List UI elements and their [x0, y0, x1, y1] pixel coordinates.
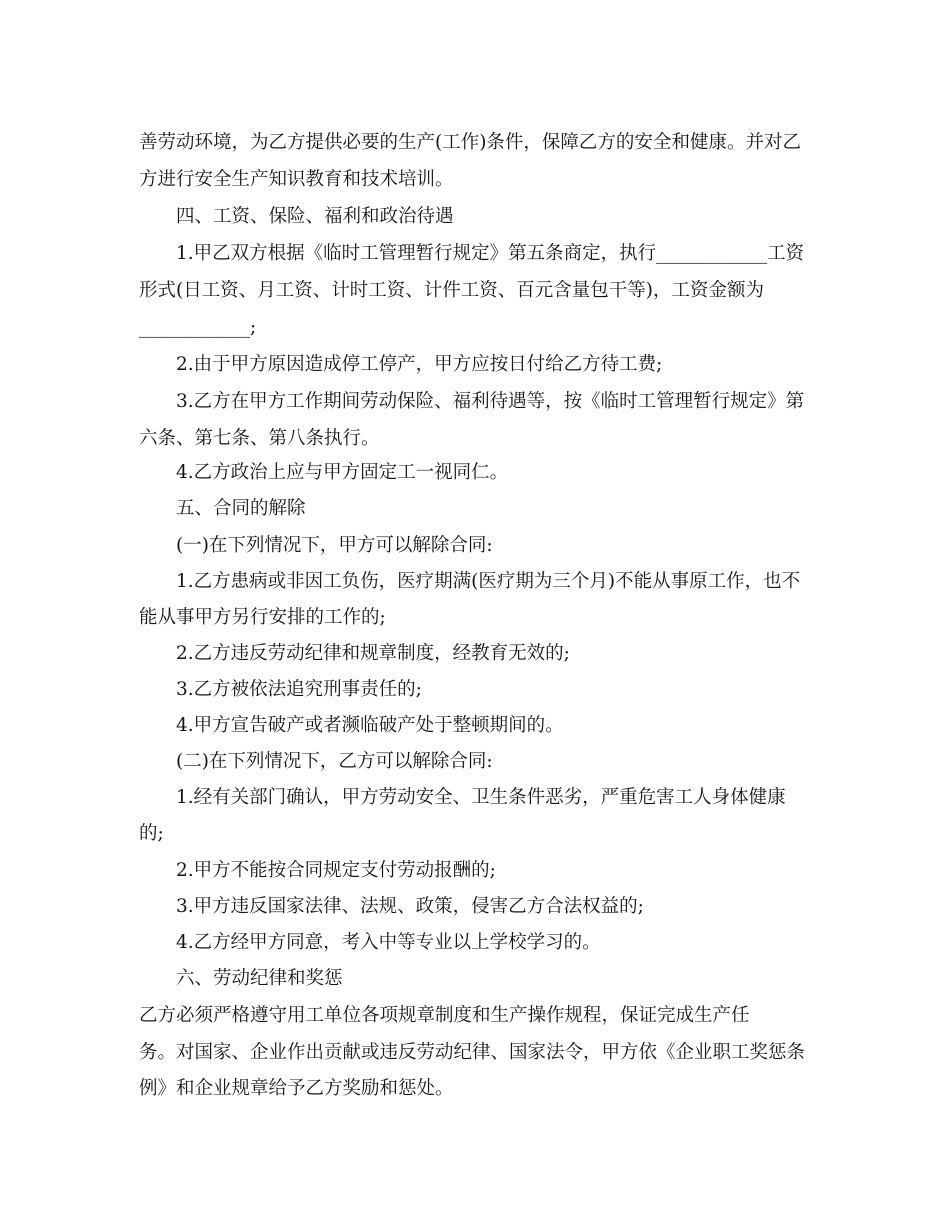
paragraph-line: (一)在下列情况下，甲方可以解除合同:: [176, 535, 493, 556]
paragraph-line: 3.甲方违反国家法律、法规、政策，侵害乙方合法权益的;: [176, 896, 644, 917]
paragraph-line: 1.甲乙双方根据《临时工管理暂行规定》第五条商定，执行____________工资: [176, 243, 805, 264]
paragraph-line: 方进行安全生产知识教育和技术培训。: [139, 169, 454, 190]
paragraph-line: 务。对国家、企业作出贡献或违反劳动纪律、国家法令，甲方依《企业职工奖惩条: [139, 1042, 806, 1063]
paragraph-line: 3.乙方在甲方工作期间劳动保险、福利待遇等，按《临时工管理暂行规定》第: [176, 391, 805, 412]
paragraph-line: ____________;: [139, 317, 257, 338]
paragraph-line: (二)在下列情况下，乙方可以解除合同:: [176, 751, 493, 772]
paragraph-line: 的;: [139, 823, 164, 844]
paragraph-line: 形式(日工资、月工资、计时工资、计件工资、百元含量包干等)，工资金额为: [139, 280, 764, 301]
paragraph-line: 善劳动环境，为乙方提供必要的生产(工作)条件，保障乙方的安全和健康。并对乙: [139, 132, 801, 153]
paragraph-line: 2.乙方违反劳动纪律和规章制度，经教育无效的;: [176, 643, 570, 664]
paragraph-line: 2.甲方不能按合同规定支付劳动报酬的;: [176, 860, 496, 881]
paragraph-line: 4.乙方经甲方同意，考入中等专业以上学校学习的。: [176, 932, 601, 953]
section-heading: 六、劳动纪律和奖惩: [176, 968, 343, 989]
paragraph-line: 例》和企业规章给予乙方奖励和惩处。: [139, 1078, 454, 1099]
paragraph-line: 4.甲方宣告破产或者濒临破产处于整顿期间的。: [176, 715, 564, 736]
section-heading: 五、合同的解除: [176, 498, 306, 519]
paragraph-line: 3.乙方被依法追究刑事责任的;: [176, 679, 422, 700]
paragraph-line: 乙方必须严格遵守用工单位各项规章制度和生产操作规程，保证完成生产任: [139, 1005, 750, 1026]
paragraph-line: 六条、第七条、第八条执行。: [139, 428, 380, 449]
paragraph-line: 2.由于甲方原因造成停工停产，甲方应按日付给乙方待工费;: [176, 354, 663, 375]
paragraph-line: 能从事甲方另行安排的工作的;: [139, 607, 386, 628]
paragraph-line: 1.经有关部门确认，甲方劳动安全、卫生条件恶劣，严重危害工人身体健康: [176, 787, 786, 808]
paragraph-line: 4.乙方政治上应与甲方固定工一视同仁。: [176, 462, 509, 483]
section-heading: 四、工资、保险、福利和政治待遇: [176, 206, 454, 227]
paragraph-line: 1.乙方患病或非因工负伤，医疗期满(医疗期为三个月)不能从事原工作，也不: [176, 571, 801, 592]
